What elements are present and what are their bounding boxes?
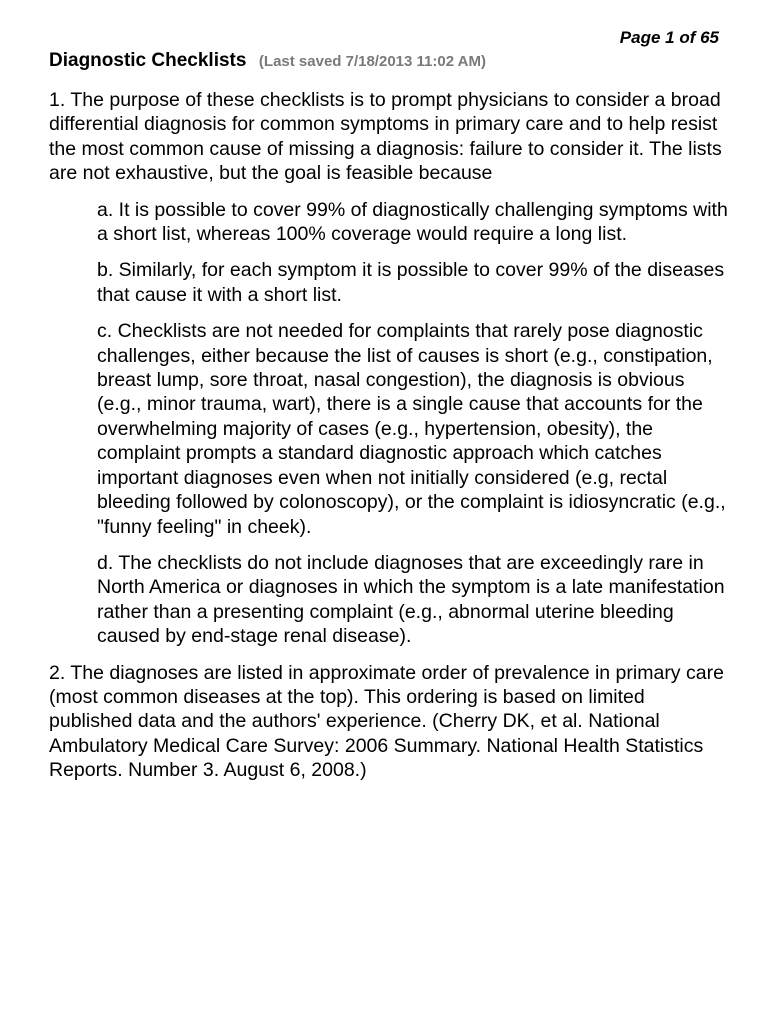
document-body: [49, 88, 729, 795]
last-saved-note: (Last saved 7/18/2013 11:02 AM): [258, 53, 486, 70]
paragraph-1: 1. The purpose of these checklists is to prompt physicians to consider a broad differential diagnosis for common symptoms in primary care and to help resist the most common cause of missing a diagnosis: failure to consider it. The lists are not exhaustive, but the goal is feasible because: [49, 89, 722, 185]
document-header: [49, 50, 486, 72]
subparagraph-a: a. It is possible to cover 99% of diagnostically challenging symptoms with a short list, whereas 100% coverage would require a long list.: [97, 198, 728, 246]
paragraph-2: 2. The diagnoses are listed in approximate order of prevalence in primary care (most common diseases at the top). This ordering is based on limited published data and the authors' experience. (Cherry DK, et al. National Ambulatory Medical Care Survey: 2006 Summary. National Health Statistics Reports. Number 3. August 6, 2008.): [49, 661, 724, 782]
page-number: Page 1 of 65: [619, 28, 719, 47]
subparagraph-d: d. The checklists do not include diagnoses that are exceedingly rare in North America or diagnoses in which the symptom is a late manifestation rather than a presenting complaint (e.g., abnormal uterine bleeding caused by end-stage renal disease).: [97, 551, 725, 648]
subparagraph-c: c. Checklists are not needed for complaints that rarely pose diagnostic challenges, either because the list of causes is short (e.g., constipation, breast lump, sore throat, nasal congestion), the diagnosis is obvious (e.g., minor trauma, wart), there is a single cause that accounts for the overwhelming majority of cases (e.g., hypertension, obesity), the complaint prompts a standard diagnostic approach which catches important diagnoses even when not initially considered (e.g, rectal bleeding followed by colonoscopy), or the complaint is idiosyncratic (e.g., "funny feeling" in cheek).: [97, 320, 726, 538]
subparagraph-b: b. Similarly, for each symptom it is possible to cover 99% of the diseases that cause it with a short list.: [97, 259, 725, 306]
document-title: Diagnostic Checklists: [49, 50, 247, 71]
